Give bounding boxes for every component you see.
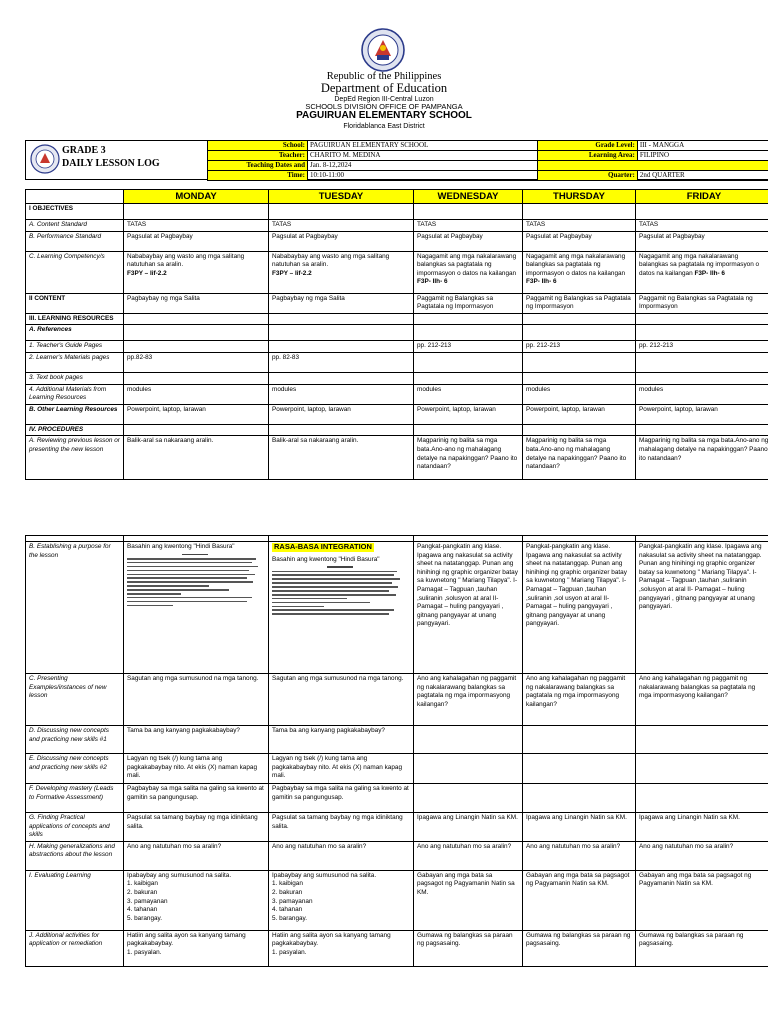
- evaluating-label: I. Evaluating Learning: [26, 870, 124, 930]
- list-item: 5. barangay.: [272, 914, 308, 922]
- table-cell: Paggamit ng Balangkas sa Pagtatala ng Impormasyon: [636, 293, 768, 313]
- purpose-label: B. Establishing a purpose for the lesson: [26, 542, 124, 674]
- table-cell: [636, 352, 768, 372]
- additional-materials-label: 4. Additional Materials from Learning Resources: [26, 384, 124, 404]
- competency-code: F3PY – Iif-2.2: [272, 269, 312, 277]
- table-cell: modules: [523, 384, 636, 404]
- references-label: A. References: [26, 325, 124, 341]
- competency-code: F3P- IIh- 6: [417, 278, 448, 286]
- table-cell: Ano ang natutuhan mo sa aralin?: [636, 841, 768, 870]
- list-item: 1. kaibigan: [272, 880, 303, 888]
- table-cell: [636, 251, 768, 293]
- table-cell: Magparinig ng balita sa mga bata.Ano-ano ng mahalagang detalye na napakinggan? Paano ito natandaan?: [414, 436, 523, 480]
- table-cell: Balik-aral sa nakaraang aralin.: [124, 436, 269, 480]
- table-cell: Ipagawa ang Linangin Natin sa KM.: [636, 813, 768, 842]
- competency-code: F3P- IIh- 6: [526, 278, 557, 286]
- table-cell: Lagyan ng tsek (/) kung tama ang pagkakabaybay nito. At ekis (X) naman kapag mali.: [124, 754, 269, 784]
- table-cell: modules: [414, 384, 523, 404]
- list-item: 4. tahanan: [272, 906, 303, 914]
- corner-cell: [26, 190, 124, 204]
- grade-label: GRADE 3: [62, 145, 106, 156]
- lesson-log-table-2: [25, 535, 768, 967]
- textbook-label: 3. Text book pages: [26, 372, 124, 384]
- table-cell: Pagsulat at Pagbaybay: [124, 231, 269, 251]
- table-cell: Pagsulat sa tamang baybay ng mga idiniktang salita.: [124, 813, 269, 842]
- table-cell: Pagsulat at Pagbaybay: [523, 231, 636, 251]
- table-cell: pp.82-83: [124, 352, 269, 372]
- resources-heading: III. LEARNING RESOURCES: [26, 313, 124, 325]
- table-cell: [124, 251, 269, 293]
- info-box: [25, 140, 768, 180]
- table-cell: [124, 542, 269, 674]
- day-header-friday: FRIDAY: [636, 190, 768, 204]
- lm-pages-label: 2. Learner's Materials pages: [26, 352, 124, 372]
- review-label: A. Reviewing previous lesson or presenting the new lesson: [26, 436, 124, 480]
- table-cell: Pagbaybay sa mga salita na galing sa kwento at gamitin sa pangungusap.: [269, 784, 414, 813]
- list-item: 1. pasyalan.: [127, 948, 162, 956]
- table-cell: Powerpoint, laptop, larawan: [269, 404, 414, 424]
- presenting-label: C. Presenting Examples/instances of new lesson: [26, 674, 124, 726]
- grade-level-value: III - MANGGA: [637, 141, 768, 151]
- table-cell: Pangkat-pangkatin ang klase. Ipagawa ang nakasulat sa activity sheet na natatanggap. Punan ang hinihingi ng graphic organizer batay sa kuwnetong " Mariang Tilapya". I- Pamagat – Tagpuan ,tauhan ,suliranin ,solusyon at aral II- Pamagat – huling pangyayari , gitnang pangyayar at unang pangyayari.: [414, 542, 523, 674]
- table-cell: Gumawa ng balangkas sa paraan ng pagsasaing.: [414, 930, 523, 966]
- table-cell: Ano ang natutuhan mo sa aralin?: [124, 841, 269, 870]
- competency-label: C. Learning Competency/s: [26, 251, 124, 293]
- competency-text: Nagagamit ang mga nakalarawang balangkas sa pagtatala ng impormasyon o datos na kailangan: [526, 252, 626, 277]
- log-label: DAILY LESSON LOG: [62, 157, 160, 169]
- list-item: 2. bakuran: [127, 888, 158, 896]
- evaluating-text: Ipabaybay ang sumusunod na salita.: [127, 871, 232, 879]
- district-text: Floridablanca East District: [343, 123, 425, 130]
- quarter-value: 2nd QUARTER: [637, 171, 768, 181]
- table-cell: Pagsulat at Pagbaybay: [414, 231, 523, 251]
- info-table: [207, 140, 768, 181]
- table-cell: Tama ba ang kanyang pagkakabaybay?: [124, 726, 269, 754]
- table-cell: [414, 251, 523, 293]
- discussing-1-label: D. Discussing new concepts and practicing new skills #1: [26, 726, 124, 754]
- table-cell: modules: [269, 384, 414, 404]
- time-label: Time:: [208, 171, 308, 181]
- additional-activities-label: J. Additional activities for application or remediation: [26, 930, 124, 966]
- table-cell: Ano ang natutuhan mo sa aralin?: [523, 841, 636, 870]
- table-cell: Magparinig ng balita sa mga bata.Ano-ano ng mahalagang detalye na napakinggan? Paano ito natandaan?: [523, 436, 636, 480]
- list-item: 3. pamayanan: [127, 897, 168, 905]
- school-name: PAGUIRUAN ELEMENTARY SCHOOL: [296, 110, 472, 121]
- table-cell: TATAS: [269, 220, 414, 232]
- table-cell: TATAS: [124, 220, 269, 232]
- competency-code: F3PY – Iif-2.2: [127, 269, 167, 277]
- table-cell: Pagsulat at Pagbaybay: [636, 231, 768, 251]
- table-cell: Sagutan ang mga sumusunod na mga tanong.: [269, 674, 414, 726]
- teacher-label: Teacher:: [208, 151, 308, 161]
- practical-label: G. Finding Practical applications of concepts and skills: [26, 813, 124, 842]
- table-cell: TATAS: [414, 220, 523, 232]
- grade-title: [62, 145, 160, 170]
- other-resources-label: B. Other Learning Resources: [26, 404, 124, 424]
- story-page-image: [127, 554, 263, 648]
- table-cell: Pangkat-pangkatin ang klase. Ipagawa ang nakasulat sa activity sheet na natatanggap. Punan ang hinihingi ng graphic organizer batay sa kuwnetong " Mariang Tilapya". I- Pamagat – Tagpuan ,tauhan ,suliranin ,sol usyon at aral II- Pamagat – huling pangyayari , gitnang pangyayar at unang pangyayari.: [523, 542, 636, 674]
- table-cell: Ano ang kahalagahan ng paggamit ng nakalarawang balangkas sa pagtatala ng mga impormasyong kailangan?: [523, 674, 636, 726]
- school-label: School:: [208, 141, 308, 151]
- table-cell: [124, 930, 269, 966]
- division-text: SCHOOLS DIVISION OFFICE OF PAMPANGA: [305, 102, 463, 111]
- table-cell: Sagutan ang mga sumusunod na mga tanong.: [124, 674, 269, 726]
- purpose-text: Basahin ang kwentong "Hindi Basura": [127, 543, 235, 550]
- deped-logo-icon: [30, 144, 60, 174]
- day-header-thursday: THURSDAY: [523, 190, 636, 204]
- table-cell: Paggamit ng Balangkas sa Pagtatala ng Impormasyon: [523, 293, 636, 313]
- competency-code: F3P- IIh- 6: [694, 269, 725, 277]
- table-cell: Ano ang kahalagahan ng paggamit ng nakalarawang balangkas sa pagtatala ng mga impormasyong kailangan?: [414, 674, 523, 726]
- dates-label: Teaching Dates and: [208, 161, 308, 171]
- table-cell: Pagbaybay sa mga salita na galing sa kwento at gamitin sa pangungusap.: [124, 784, 269, 813]
- day-header-monday: MONDAY: [124, 190, 269, 204]
- table-cell: Powerpoint, laptop, larawan: [523, 404, 636, 424]
- procedures-heading: IV. PROCEDURES: [26, 424, 124, 436]
- table-cell: Pagsulat at Pagbaybay: [269, 231, 414, 251]
- table-cell: Gabayan ang mga bata sa pagsagot ng Pagyamanin Natin sa KM.: [523, 870, 636, 930]
- table-cell: Pagbaybay ng mga Salita: [269, 293, 414, 313]
- table-cell: [124, 870, 269, 930]
- objectives-heading: I OBJECTIVES: [26, 204, 124, 220]
- table-cell: [124, 341, 269, 353]
- table-cell: TATAS: [523, 220, 636, 232]
- mastery-label: F. Developing mastery (Leads to Formative Assessment): [26, 784, 124, 813]
- evaluating-text: Ipabaybay ang sumusunod na salita.: [272, 871, 377, 879]
- table-cell: Lagyan ng tsek (/) kung tama ang pagkakabaybay nito. At ekis (X) naman kapag mali.: [269, 754, 414, 784]
- table-cell: Gumawa ng balangkas sa paraan ng pagsasaing.: [636, 930, 768, 966]
- table-cell: Magparinig ng balita sa mga bata.Ano-ano ng mahalagang detalye na napakinggan? Paano ito natandaan?: [636, 436, 768, 480]
- dates-value: Jan. 8-12,2024: [308, 161, 538, 171]
- table-cell: Gabayan ang mga bata sa pagsagot ng Pagyamanin Natin sa KM.: [636, 870, 768, 930]
- grade-level-label: Grade Level:: [538, 141, 638, 151]
- list-item: 1. pasyalan.: [272, 948, 307, 956]
- table-cell: modules: [124, 384, 269, 404]
- lesson-log-table-1: [25, 189, 768, 480]
- table-cell: Gumawa ng balangkas sa paraan ng pagsasaing.: [523, 930, 636, 966]
- list-item: 5. barangay.: [127, 914, 163, 922]
- table-cell: Ano ang natutuhan mo sa aralin?: [414, 841, 523, 870]
- competency-text: Nababaybay ang wasto ang mga salitang natutuhan sa aralin.: [272, 252, 390, 269]
- table-cell: [414, 352, 523, 372]
- generalizations-label: H. Making generalizations and abstractions about the lesson: [26, 841, 124, 870]
- blank-cell: [538, 161, 768, 171]
- list-item: 1. kaibigan: [127, 880, 158, 888]
- performance-standard-label: B. Performance Standard: [26, 231, 124, 251]
- activity-text: Hatiin ang salita ayon sa kanyang tamang pagkakabaybay.: [272, 931, 391, 948]
- table-cell: Pagsulat sa tamang baybay ng mga idiniktang salita.: [269, 813, 414, 842]
- table-cell: pp. 212-213: [414, 341, 523, 353]
- table-cell: [523, 352, 636, 372]
- list-item: 2. bakuran: [272, 888, 303, 896]
- table-cell: [269, 542, 414, 674]
- table-cell: pp. 212-213: [523, 341, 636, 353]
- table-cell: Balik-aral sa nakaraang aralin.: [269, 436, 414, 480]
- list-item: 4. tahanan: [127, 906, 158, 914]
- table-cell: Ano ang natutuhan mo sa aralin?: [269, 841, 414, 870]
- quarter-label: Quarter:: [538, 171, 638, 181]
- discussing-2-label: E. Discussing new concepts and practicing new skills #2: [26, 754, 124, 784]
- purpose-text: Basahin ang kwentong "Hindi Basura": [272, 555, 380, 563]
- region-text: DepEd Region III-Central Luzon: [334, 96, 434, 103]
- content-heading: II CONTENT: [26, 293, 124, 313]
- table-cell: [269, 341, 414, 353]
- time-value: 10:10-11:00: [308, 171, 538, 181]
- learning-area-value: FILIPINO: [637, 151, 768, 161]
- school-value: PAGUIRUAN ELEMENTARY SCHOOL: [308, 141, 538, 151]
- department-text: Department of Education: [320, 81, 448, 95]
- learning-area-label: Learning Area:: [538, 151, 638, 161]
- table-cell: Paggamit ng Balangkas sa Pagtatala ng Impormasyon: [414, 293, 523, 313]
- table-cell: [269, 870, 414, 930]
- competency-text: Nagagamit ang mga nakalarawang balangkas sa pagtatala ng impormasyon o datos na kailangan: [639, 252, 760, 277]
- tg-pages-label: 1. Teacher's Guide Pages: [26, 341, 124, 353]
- table-cell: Tama ba ang kanyang pagkakabaybay?: [269, 726, 414, 754]
- content-standard-label: A. Content Standard: [26, 220, 124, 232]
- table-cell: Ipagawa ang Linangin Natin sa KM.: [523, 813, 636, 842]
- table-cell: [269, 930, 414, 966]
- table-cell: Powerpoint, laptop, larawan: [124, 404, 269, 424]
- table-cell: pp. 82-83: [269, 352, 414, 372]
- activity-text: Hatiin ang salita ayon sa kanyang tamang pagkakabaybay.: [127, 931, 246, 948]
- deped-seal-icon: [355, 28, 411, 72]
- table-cell: [523, 251, 636, 293]
- competency-text: Nababaybay ang wasto ang mga salitang natutuhan sa aralin.: [127, 252, 245, 269]
- table-cell: pp. 212-213: [636, 341, 768, 353]
- story-page-image: [272, 566, 408, 660]
- table-cell: Pagbaybay ng mga Salita: [124, 293, 269, 313]
- day-header-wednesday: WEDNESDAY: [414, 190, 523, 204]
- table-cell: Ano ang kahalagahan ng paggamit ng nakalarawang balangkas sa pagtatala ng mga impormasyong kailangan?: [636, 674, 768, 726]
- table-cell: Gabayan ang mga bata sa pagsagot ng Pagyamanin Natin sa KM.: [414, 870, 523, 930]
- competency-text: Nagagamit ang mga nakalarawang balangkas sa pagtatala ng impormasyon o datos na kailangan: [417, 252, 517, 277]
- republic-text: Republic of the Philippines: [326, 71, 442, 82]
- teacher-value: CHARITO M. MEDINA: [308, 151, 538, 161]
- table-cell: Powerpoint, laptop, larawan: [636, 404, 768, 424]
- table-cell: Powerpoint, laptop, larawan: [414, 404, 523, 424]
- table-cell: [269, 251, 414, 293]
- table-cell: modules: [636, 384, 768, 404]
- list-item: 3. pamayanan: [272, 897, 313, 905]
- day-header-tuesday: TUESDAY: [269, 190, 414, 204]
- table-cell: Ipagawa ang Linangin Natin sa KM.: [414, 813, 523, 842]
- table-cell: Pangkat-pangkatin ang klase. Ipagawa ang nakasulat sa activity sheet na natatanggap. Punan ang hinihingi ng graphic organizer batay sa kuwnetong " Mariang Tilapya". I- Pamagat – Tagpuan ,tauhan ,suliranin ,solusyon at aral II- Pamagat – huling pangyayari , gitnang pangyayar at unang pangyayari.: [636, 542, 768, 674]
- rasa-basa-tag: RASA-BASA INTEGRATION: [274, 542, 372, 551]
- table-cell: TATAS: [636, 220, 768, 232]
